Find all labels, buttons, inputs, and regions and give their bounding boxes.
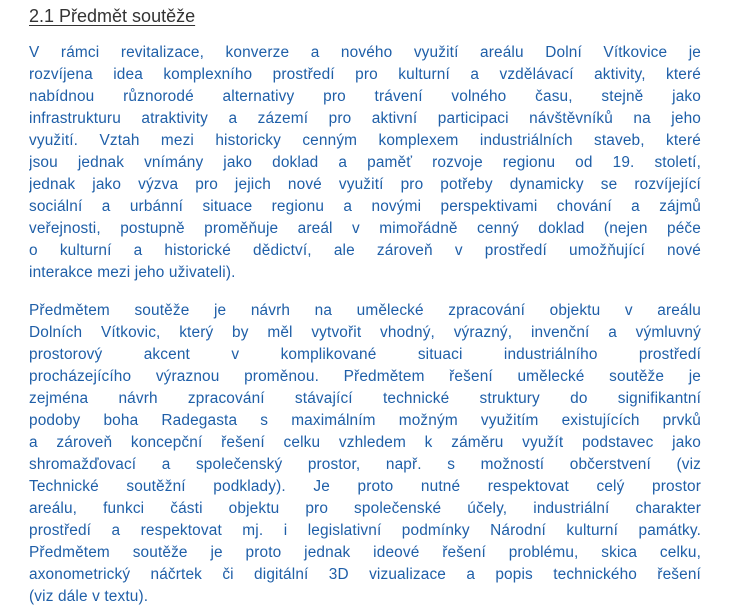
text-line: Technické soutěžní podklady). Je proto nutné respektovat celý prostor: [29, 478, 701, 495]
text-line: o kulturní a historické dědictví, ale zároveň v prostředí umožňující nové: [29, 242, 701, 259]
text-line: jsou jednak vnímány jako doklad a paměť rozvoje regionu od 19. století,: [29, 154, 701, 171]
text-line: axonometrický náčrtek či digitální 3D vizualizace a popis technického řešení: [29, 566, 701, 583]
text-line: procházejícího výraznou proměnou. Předmětem řešení umělecké soutěže je: [29, 368, 701, 385]
text-line: podoby boha Radegasta s maximálním možným využitím existujících prvků: [29, 412, 701, 429]
text-line: areálu, funkci části objektu pro společenské účely, industriální charakter: [29, 500, 701, 517]
section-heading: 2.1 Předmět soutěže: [29, 6, 196, 26]
text-line: jednak jako výzva pro jejich nové využití pro potřeby dynamicky se rozvíjející: [29, 176, 701, 193]
text-line: využití. Vztah mezi historicky cenným komplexem industriálních staveb, které: [29, 132, 701, 149]
text-line: prostředí a respektovat mj. i legislativní podmínky Národní kulturní památky.: [29, 522, 701, 539]
paragraph-intro: [29, 42, 701, 284]
text-line: sociální a urbánní situace regionu a novými perspektivami chování a zájmů: [29, 198, 701, 215]
text-line: veřejnosti, postupně proměňuje areál v mimořádně cenný doklad (nejen péče: [29, 220, 701, 237]
text-line: (viz dále v textu).: [29, 588, 149, 605]
text-line: interakce mezi jeho uživateli).: [29, 264, 236, 281]
text-line: rozvíjena idea komplexního prostředí pro kulturní a vzdělávací aktivity, které: [29, 66, 701, 83]
text-line: zejména návrh zpracování stávající technické struktury do signifikantní: [29, 390, 701, 407]
text-line: Předmětem soutěže je proto jednak ideové řešení problému, skica celku,: [29, 544, 701, 561]
text-line: V rámci revitalizace, konverze a nového využití areálu Dolní Vítkovice je: [29, 44, 701, 61]
text-line: Dolních Vítkovic, který by měl vytvořit vhodný, výrazný, invenční a výmluvný: [29, 324, 701, 341]
text-line: a zároveň koncepční řešení celku vzhledem k záměru využít podstavec jako: [29, 434, 701, 451]
text-line: Předmětem soutěže je návrh na umělecké zpracování objektu v areálu: [29, 302, 701, 319]
paragraph-subject: [29, 300, 701, 608]
text-line: shromažďovací a společenský prostor, např. s možností občerstvení (viz: [29, 456, 701, 473]
text-line: prostorový akcent v komplikované situaci industriálního prostředí: [29, 346, 701, 363]
text-line: nabídnou různorodé alternativy pro trávení volného času, stejně jako: [29, 88, 701, 105]
text-line: infrastrukturu atraktivity a zázemí pro aktivní participaci návštěvníků na jeho: [29, 110, 701, 127]
